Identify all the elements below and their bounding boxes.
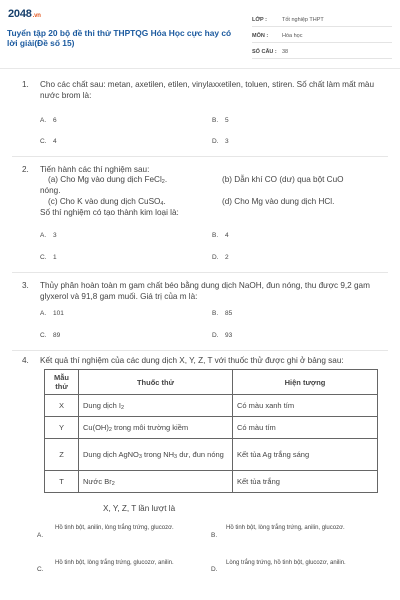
q2-item-a: (a) Cho Mg vào dung dịch FeCl$_2$.: [48, 175, 168, 185]
q3-option-d[interactable]: D. 93: [212, 332, 233, 339]
q3-option-c[interactable]: C. 89: [40, 332, 61, 339]
q1-option-a[interactable]: A. 6: [40, 117, 57, 124]
divider: [12, 156, 388, 157]
header-divider: [0, 68, 400, 69]
meta-subject: MÔN : Hóa học: [252, 30, 392, 43]
q2-option-a[interactable]: A. 3: [40, 232, 57, 239]
table-row: T Nước $Br_2$ Kết tủa trắng: [45, 471, 378, 493]
q3-option-a[interactable]: A. 101: [40, 310, 64, 317]
divider: [12, 350, 388, 351]
q4-option-c[interactable]: Hồ tinh bột, lòng trắng trứng, glucozơ, anilin.: [55, 560, 174, 566]
question-number: 1.: [22, 80, 29, 89]
results-table: [44, 369, 378, 493]
q4-option-a-label[interactable]: A.: [37, 532, 44, 539]
q2-option-d[interactable]: D. 2: [212, 254, 229, 261]
site-logo[interactable]: 2048.vn: [8, 8, 41, 20]
question-number: 2.: [22, 165, 29, 174]
meta-question-count: SỐ CÂU : 38: [252, 46, 392, 59]
column-header-sample: Mẫu thử: [45, 370, 79, 395]
q2-option-c[interactable]: C. 1: [40, 254, 57, 261]
q3-option-b[interactable]: B. 85: [212, 310, 233, 317]
q1-option-b[interactable]: B. 5: [212, 117, 229, 124]
q4-option-d-label[interactable]: D.: [211, 566, 218, 573]
column-header-reagent: Thuốc thử: [79, 370, 233, 395]
q2-item-d: (d) Cho Mg vào dung dịch HCl.: [222, 197, 335, 206]
q4-option-d[interactable]: Lòng trắng trứng, hồ tinh bột, glucozơ, anilin.: [226, 560, 346, 566]
q4-option-b-label[interactable]: B.: [211, 532, 218, 539]
q4-option-a[interactable]: Hồ tinh bột, anilin, lòng trắng trứng, glucozơ.: [55, 525, 174, 531]
meta-class: LỚP : Tốt nghiệp THPT: [252, 14, 392, 27]
document-title: Tuyển tập 20 bộ đề thi thử THPTQG Hóa Học cực hay có lời giải(Đề số 15): [7, 28, 232, 48]
table-row: Y $Cu(OH)_2$ trong môi trường kiềm Có màu tím: [45, 417, 378, 439]
column-header-phenomenon: Hiện tượng: [233, 370, 378, 395]
q2-item-b: (b) Dẫn khí CO (dư) qua bột CuO: [222, 175, 344, 184]
q4-question: X, Y, Z, T lần lượt là: [103, 504, 176, 513]
table-row: X Dung dịch $I_2$ Có màu xanh tím: [45, 395, 378, 417]
q2-item-b-continued: nóng.: [40, 186, 61, 195]
question-text: Thủy phân hoàn toàn m gam chất béo bằng dung dịch NaOH, đun nóng, thu được 9,2 gam glyxerol và 91,8 gam muối. Giá trị của m là:: [40, 281, 370, 301]
q1-option-c[interactable]: C. 4: [40, 138, 57, 145]
question-text: Tiến hành các thí nghiệm sau:: [40, 165, 150, 174]
question-number: 4.: [22, 356, 29, 365]
q1-option-d[interactable]: D. 3: [212, 138, 229, 145]
document-header: [0, 0, 400, 68]
question-number: 3.: [22, 281, 29, 290]
question-text: Cho các chất sau: metan, axetilen, etilen, vinylaxxetilen, toluen, stiren. Số chất làm mất màu nước brom là:: [40, 80, 375, 100]
question-text: Kết quả thí nghiệm của các dung dịch X, Y, Z, T với thuốc thử được ghi ở bảng sau:: [40, 356, 344, 365]
q4-option-c-label[interactable]: C.: [37, 566, 44, 573]
q4-option-b[interactable]: Hồ tinh bột, lòng trắng trứng, anilin, glucozơ.: [226, 525, 345, 531]
table-header-row: [45, 370, 378, 395]
q2-item-c: (c) Cho K vào dung dịch CuSO$_4$.: [48, 197, 166, 207]
q2-option-b[interactable]: B. 4: [212, 232, 229, 239]
table-row: Z Dung dịch AgNO$_3$ trong $NH_3$ dư, đun nóng Kết tủa Ag trắng sáng: [45, 439, 378, 471]
q2-question: Số thí nghiệm có tạo thành kim loại là:: [40, 208, 179, 217]
divider: [12, 272, 388, 273]
